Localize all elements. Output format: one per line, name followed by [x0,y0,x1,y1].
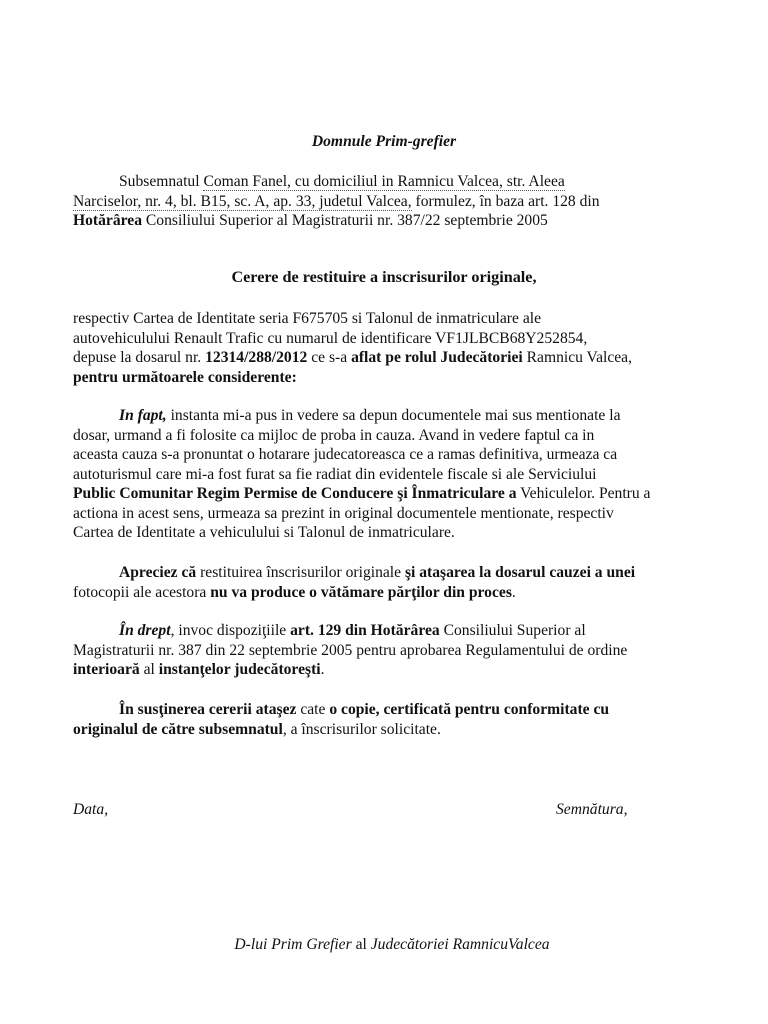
paragraph-line [73,700,713,720]
section-lead: In fapt, [119,407,167,424]
paragraph-facts [73,406,713,543]
text-run: cate [296,701,330,718]
paragraph-line [73,621,713,641]
text-run: Consiliului Superior al [439,622,586,639]
bold-run: În susţinerea cererii ataşez [119,701,297,718]
text-run: depuse la dosarul nr. [73,349,206,366]
intro-text: formulez, în baza art. 128 din [411,192,600,210]
paragraph-line: respectiv Cartea de Identitate seria F675705 si Talonul de inmatriculare ale [73,310,541,327]
paragraph-line [73,660,713,680]
bold-run: interioară [73,661,140,678]
paragraph-line: autovehiculului Renault Trafic cu numarul de identificare VF1JLBCB68Y252854, [73,329,588,347]
paragraph-attachment [73,700,713,739]
intro-line-2 [73,192,713,212]
paragraph-legal-basis [73,621,713,680]
document-title: Cerere de restituire a inscrisurilor originale, [231,268,537,286]
paragraph-line [73,563,713,583]
paragraph-line: autoturismul care mi-a fost furat sa fie radiat din evidentele fiscale si ale Serviciului [73,465,597,483]
paragraph-line: Cartea de Identitate a vehiculului si Talonul de inmatriculare. [73,524,455,541]
text-run: instanta mi-a pus in vedere sa depun documentele mai sus mentionate la [166,407,621,424]
text-run: fotocopii ale acestora [73,583,211,601]
paragraph-documents [73,309,713,387]
bold-run: şi ataşarea la dosarul cauzei a unei [404,564,636,581]
intro-paragraph [73,172,713,231]
paragraph-appreciation [73,563,713,602]
applicant-identity: Coman Fanel, cu domiciliul in Ramnicu Valcea, str. Aleea [203,173,565,190]
intro-text: Consiliului Superior al Magistraturii nr. 387/22 septembrie 2005 [142,212,548,229]
date-label: Data, [73,801,109,818]
paragraph-line [73,484,713,504]
footer-text: D-lui Prim Grefier [234,936,356,953]
paragraph-line [73,720,713,740]
addressee-footer [0,935,768,955]
case-number: 12314/288/2012 [205,349,308,366]
bold-run: art. 129 din Hotărârea [290,622,440,639]
bold-run: instanţelor judecătoreşti [158,661,321,678]
bold-run: nu va produce o vătămare părţilor din proces [210,583,512,601]
text-run: ce s-a [307,349,352,366]
paragraph-line: dosar, urmand a fi folosite ca mijloc de proba in cauza. Avand in vedere faptul ca in [73,426,595,444]
text-run: . [511,583,516,601]
text-run: Ramnicu Valcea, [522,349,632,366]
text-run: restituirea înscrisurilor originale [196,564,405,581]
intro-line-1 [73,172,713,192]
paragraph-line [73,348,713,368]
paragraph-line: Magistraturii nr. 387 din 22 septembrie 2005 pentru aprobarea Regulamentului de ordine [73,641,628,659]
footer-text: Judecătoriei RamnicuValcea [366,936,550,953]
paragraph-line: actiona in acest sens, urmeaza sa prezint in original documentele mentionate, respectiv [73,504,614,522]
text-run: al [139,661,159,678]
bold-run: originalul de către subsemnatul [73,720,283,738]
paragraph-line [73,406,713,426]
intro-text: Subsemnatul [119,173,204,190]
intro-bold-text: Hotărârea [73,212,142,229]
signature-label: Semnătura, [556,801,628,818]
section-lead: În drept [119,622,171,639]
salutation: Domnule Prim-grefier [311,133,457,150]
text-run: Vehiculelor. Pentru a [516,485,651,502]
footer-text: al [355,936,367,953]
bold-run: o copie, certificată pentru conformitate cu [329,701,610,718]
paragraph-line: aceasta cauza s-a pronuntat o hotarare judecatoreasca ce a ramas definitiva, urmeaza ca [73,446,618,463]
paragraph-line [73,583,713,603]
text-run: . [320,661,325,678]
bold-run: Apreciez că [119,564,197,581]
applicant-address: Narciselor, nr. 4, bl. B15, sc. A, ap. 33, judetul Valcea, [73,192,412,210]
paragraph-line: pentru următoarele considerente: [73,368,297,386]
text-run: , a înscrisurilor solicitate. [282,720,441,738]
bold-run: Public Comunitar Regim Permise de Conducere şi Înmatriculare a [73,485,517,502]
bold-run: aflat pe rolul Judecătoriei [351,349,523,366]
text-run: , invoc dispoziţiile [170,622,291,639]
intro-line-3 [73,211,713,231]
